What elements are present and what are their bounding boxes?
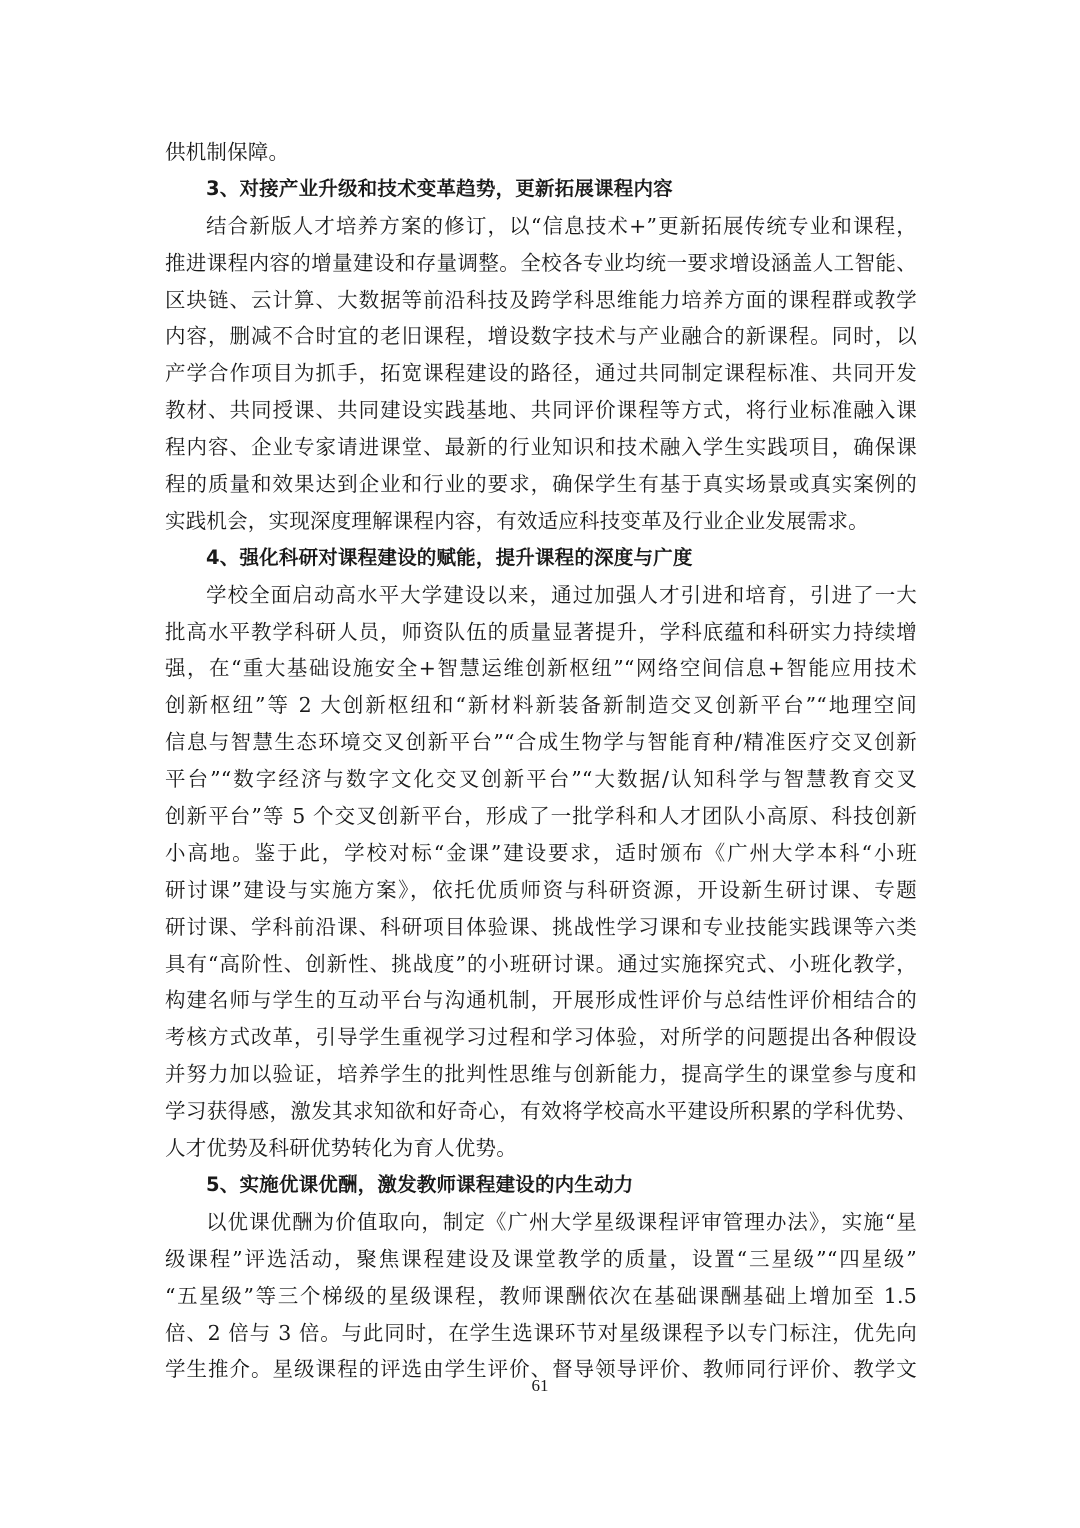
text-line: 推进课程内容的增量建设和存量调整。全校各专业均统一要求增设涵盖人工智能、 (165, 250, 917, 275)
text-line: 级课程”评选活动，聚焦课程建设及课堂教学的质量，设置“三星级”“四星级” (165, 1246, 917, 1271)
text-line: 创新平台”等 5 个交叉创新平台，形成了一批学科和人才团队小高原、科技创新 (165, 804, 917, 829)
text-line: 学生推介。星级课程的评选由学生评价、督导领导评价、教师同行评价、教学文 (165, 1357, 917, 1382)
text-line: 学校全面启动高水平大学建设以来，通过加强人才引进和培育，引进了一大 (206, 582, 917, 607)
text-line: 研讨课、学科前沿课、科研项目体验课、挑战性学习课和专业技能实践课等六类 (165, 914, 917, 939)
text-line: 批高水平教学科研人员，师资队伍的质量显著提升，学科底蕴和科研实力持续增 (165, 619, 917, 644)
text-line: 创新枢纽”等 2 大创新枢纽和“新材料新装备新制造交叉创新平台”“地理空间 (165, 693, 917, 718)
text-line: 并努力加以验证，培养学生的批判性思维与创新能力，提高学生的课堂参与度和 (165, 1062, 917, 1087)
text-line: 具有“高阶性、创新性、挑战度”的小班研讨课。通过实施探究式、小班化教学， (165, 951, 917, 976)
text-line: 倍、2 倍与 3 倍。与此同时，在学生选课环节对星级课程予以专门标注，优先向 (165, 1320, 917, 1345)
text-line: 强，在“重大基础设施安全+智慧运维创新枢纽”“网络空间信息+智能应用技术 (165, 656, 917, 681)
section-heading: 4、强化科研对课程建设的赋能，提升课程的深度与广度 (206, 545, 693, 569)
text-line: 人才优势及科研优势转化为育人优势。 (165, 1136, 517, 1161)
section-heading: 5、实施优课优酬，激发教师课程建设的内生动力 (206, 1172, 634, 1196)
text-line: 教材、共同授课、共同建设实践基地、共同评价课程等方式，将行业标准融入课 (165, 398, 917, 423)
text-line: 平台”“数字经济与数字文化交叉创新平台”“大数据/认知科学与智慧教育交叉 (165, 767, 917, 792)
text-line: 小高地。鉴于此，学校对标“金课”建设要求，适时颁布《广州大学本科“小班 (165, 840, 917, 865)
text-line: 产学合作项目为抓手，拓宽课程建设的路径，通过共同制定课程标准、共同开发 (165, 361, 917, 386)
text-line: 实践机会，实现深度理解课程内容，有效适应科技变革及行业企业发展需求。 (165, 508, 869, 533)
text-line: “五星级”等三个梯级的星级课程，教师课酬依次在基础课酬基础上增加至 1.5 (165, 1283, 917, 1308)
text-line: 构建名师与学生的互动平台与沟通机制，开展形成性评价与总结性评价相结合的 (165, 988, 917, 1013)
text-line: 以优课优酬为价值取向，制定《广州大学星级课程评审管理办法》，实施“星 (206, 1209, 917, 1234)
text-line: 供机制保障。 (165, 140, 290, 164)
text-line: 学习获得感，激发其求知欲和好奇心，有效将学校高水平建设所积累的学科优势、 (165, 1099, 917, 1124)
text-line: 信息与智慧生态环境交叉创新平台”“合成生物学与智能育种/精准医疗交叉创新 (165, 730, 917, 755)
text-line: 程内容、企业专家请进课堂、最新的行业知识和技术融入学生实践项目，确保课 (165, 435, 917, 460)
text-line: 内容，删减不合时宜的老旧课程，增设数字技术与产业融合的新课程。同时，以 (165, 324, 917, 349)
text-line: 程的质量和效果达到企业和行业的要求，确保学生有基于真实场景或真实案例的 (165, 472, 917, 497)
page-number: 61 (531, 1376, 549, 1395)
text-line: 考核方式改革，引导学生重视学习过程和学习体验，对所学的问题提出各种假设 (165, 1025, 917, 1050)
text-line: 研讨课”建设与实施方案》，依托优质师资与科研资源，开设新生研讨课、专题 (165, 877, 917, 902)
text-line: 结合新版人才培养方案的修订，以“信息技术+”更新拓展传统专业和课程， (206, 213, 917, 238)
document-body (165, 134, 917, 1388)
section-heading: 3、对接产业升级和技术变革趋势，更新拓展课程内容 (206, 176, 673, 200)
text-line: 区块链、云计算、大数据等前沿科技及跨学科思维能力培养方面的课程群或教学 (165, 287, 917, 312)
